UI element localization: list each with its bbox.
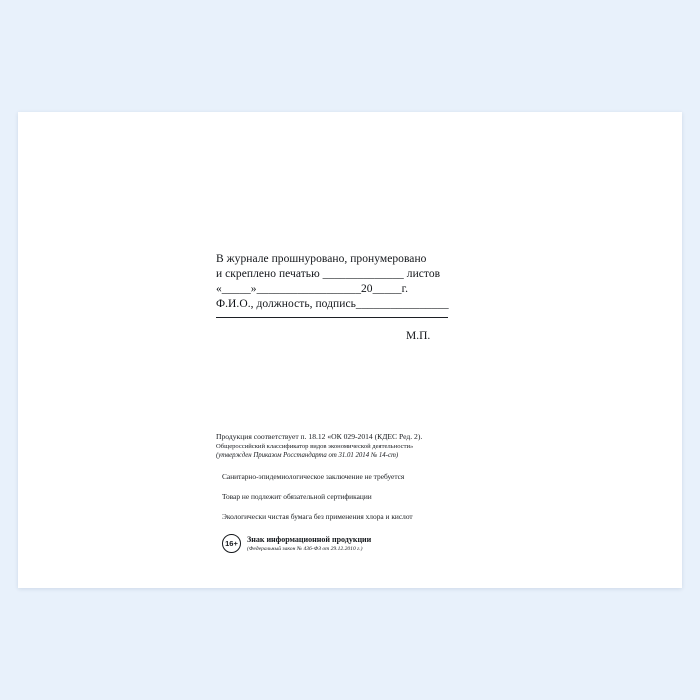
statement-certification: Товар не подлежит обязательной сертификации [222, 492, 372, 501]
statement-ecology: Экологически чистая бумага без применения хлора и кислот [222, 512, 413, 521]
document-page [18, 112, 682, 588]
statement-sanitary: Санитарно-эпидемиологическое заключение не требуется [222, 472, 405, 481]
okved-line-2: Общероссийский классификатор видов экономической деятельности» [216, 443, 414, 450]
okved-line-3: (утвержден Приказом Росстандарта от 31.01 2014 № 14-ст) [216, 452, 399, 459]
signature-rule [216, 313, 448, 318]
okved-line-1: Продукция соответствует п. 18.12 «ОК 029-2014 (КДЕС Ред. 2). [216, 432, 423, 441]
certification-line-2: и скреплено печатью ______________ листов [216, 268, 441, 280]
age-rating-row [216, 534, 546, 553]
stamp-place-label: М.П. [406, 330, 431, 342]
footer-spacer-1 [216, 460, 546, 472]
certification-block [216, 252, 516, 318]
certification-line-3: «_____»__________________20_____г. [216, 283, 408, 295]
age-rating-icon: 16+ [222, 534, 241, 553]
footer-spacer-2 [216, 482, 546, 492]
age-rating-subtitle: (Федеральный закон № 436-ФЗ от 29.12.2010 г.) [247, 545, 363, 552]
document-page-inner [18, 112, 682, 588]
footer-spacer-3 [216, 502, 546, 512]
age-rating-title: Знак информационной продукции [247, 534, 372, 544]
certification-line-4: Ф.И.О., должность, подпись________________ [216, 298, 449, 310]
footer-block [216, 432, 546, 553]
certification-line-1: В журнале прошнуровано, пронумеровано [216, 253, 427, 265]
age-rating-texts [247, 535, 371, 553]
